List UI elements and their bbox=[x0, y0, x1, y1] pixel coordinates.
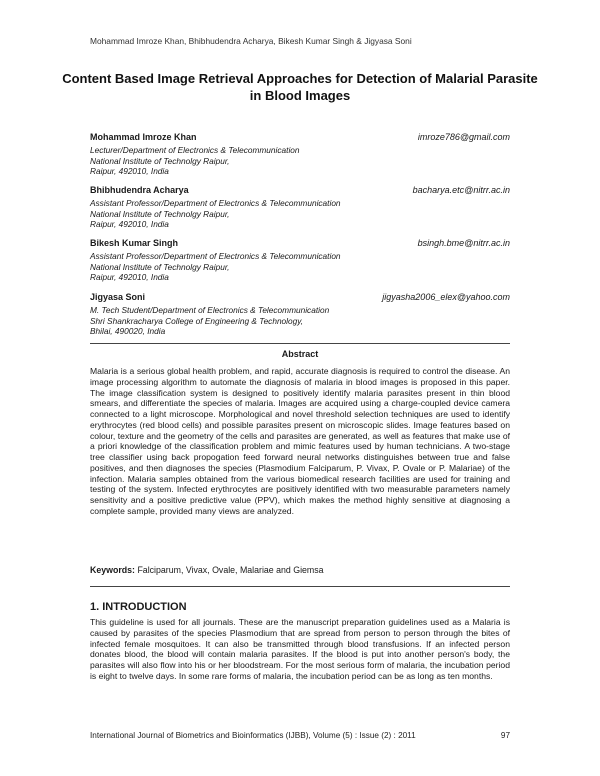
author-block bbox=[90, 292, 510, 337]
author-email: bsingh.bme@nitrr.ac.in bbox=[417, 238, 510, 248]
section-heading: 1. INTRODUCTION bbox=[90, 601, 187, 613]
author-affiliation-line: National Institute of Technolgy Raipur, bbox=[90, 261, 230, 272]
author-affiliation-line: Raipur, 492010, India bbox=[90, 166, 169, 177]
author-affiliation-line: Bhilai, 490020, India bbox=[90, 326, 166, 337]
keywords-line bbox=[90, 565, 510, 575]
keywords-label: Keywords: bbox=[90, 565, 135, 575]
author-email: imroze786@gmail.com bbox=[417, 132, 510, 142]
author-block bbox=[90, 132, 510, 177]
paper-title: Content Based Image Retrieval Approaches for Detection of Malarial Parasite in Blood Images bbox=[62, 71, 538, 103]
author-name: Bhibhudendra Acharya bbox=[90, 185, 189, 195]
page-number: 97 bbox=[500, 731, 510, 740]
author-name: Jigyasa Soni bbox=[90, 292, 146, 302]
author-affiliation-line: Assistant Professor/Department of Electronics & Telecommunication bbox=[90, 198, 341, 208]
abstract-heading: Abstract bbox=[281, 349, 319, 359]
abstract-top-rule bbox=[90, 343, 510, 344]
author-affiliation-line: Shri Shankracharya College of Engineering & Technology, bbox=[90, 315, 304, 326]
introduction-body: This guideline is used for all journals. These are the manuscript preparation guidelines used as a Malaria is caused by parasites of the species Plasmodium that are spread from person to person through the bites of infected female mosquitoes. It can also be transmitted through blood transfusions. If an infected person donates blood, the blood will contain malaria parasites. If the blood is put into another person's body, the parasites will also flow into his or her bloodstream. For the most serious form of malaria, the incubation period is eight to twelve days. In some rare forms of malaria, the incubation period can be as long as ten months. bbox=[90, 617, 510, 681]
footer-journal: International Journal of Biometrics and Bioinformatics (IJBB), Volume (5) : Issue (2) : 2011 bbox=[90, 731, 416, 740]
author-name: Mohammad Imroze Khan bbox=[90, 132, 197, 142]
keywords-text: Falciparum, Vivax, Ovale, Malariae and Giemsa bbox=[137, 565, 324, 575]
author-email: jigyasha2006_elex@yahoo.com bbox=[382, 292, 510, 302]
author-affiliation-line: Assistant Professor/Department of Electronics & Telecommunication bbox=[90, 251, 341, 261]
author-block bbox=[90, 185, 510, 230]
author-affiliation-line: Raipur, 492010, India bbox=[90, 219, 169, 230]
author-affiliation-line: M. Tech Student/Department of Electronics & Telecommunication bbox=[90, 305, 330, 315]
author-block bbox=[90, 238, 510, 283]
author-name: Bikesh Kumar Singh bbox=[90, 238, 179, 248]
keywords-bottom-rule bbox=[90, 586, 510, 587]
author-affiliation-line: Lecturer/Department of Electronics & Telecommunication bbox=[90, 145, 300, 155]
running-head: Mohammad Imroze Khan, Bhibhudendra Acharya, Bikesh Kumar Singh & Jigyasa Soni bbox=[90, 36, 412, 46]
abstract-body: Malaria is a serious global health problem, and rapid, accurate diagnosis is required to control the disease. An image processing algorithm to automate the diagnosis of malaria in blood images is proposed in this paper. The image classification system is designed to positively identify malaria parasites present in thin blood smears, and differentiate the species of malaria. Images are acquired using a charge-coupled device camera connected to a light microscope. Morphological and novel threshold selection techniques are used to identify erythrocytes (red blood cells) and possible parasites present on microscopic slides. Image features based on colour, texture and the geometry of the cells and parasites are generated, as well as features that make use of a priori knowledge of the classification problem and mimic features used by human technicians. A two-stage tree classifier using back propogation feed forward neural networks distinguishes between true and false positives, and then diagnoses the species (Plasmodium Falciparum, P. Vivax, P. Ovale or P. Malariae) of the infection. Malaria samples obtained from the various biomedical research facilities are used for training and testing of the system. Infected erythrocytes are positively identified with two measurable parameters namely sensitivity and a positive predictive value (PPV), which makes the method highly sensitive at diagnosing a complete sample, provided many views are analyzed. bbox=[90, 366, 510, 516]
author-affiliation-line: National Institute of Technolgy Raipur, bbox=[90, 155, 230, 166]
author-affiliation-line: National Institute of Technolgy Raipur, bbox=[90, 208, 230, 219]
author-affiliation-line: Raipur, 492010, India bbox=[90, 272, 169, 283]
author-email: bacharya.etc@nitrr.ac.in bbox=[412, 185, 510, 195]
